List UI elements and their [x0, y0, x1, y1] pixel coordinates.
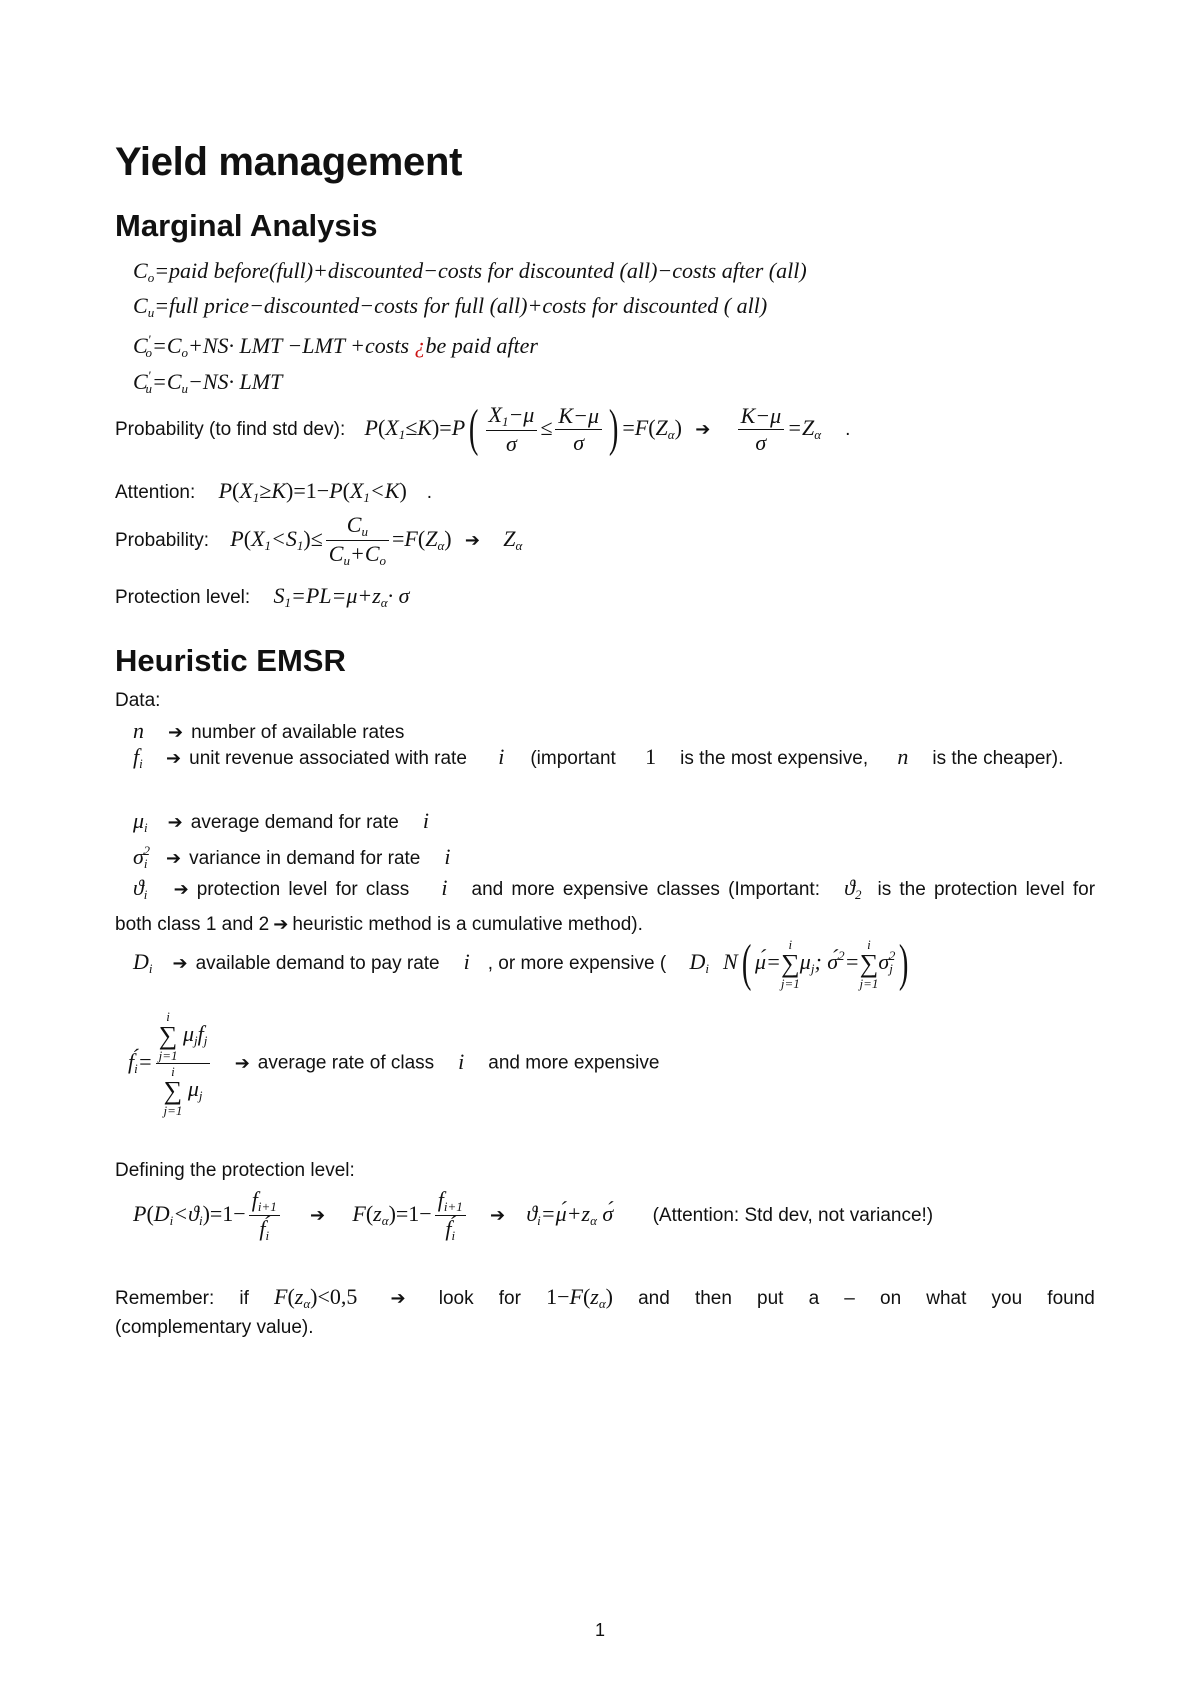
- right-arrow-icon: ➔: [168, 722, 184, 743]
- equation-co-rhs: =paid before(full)+discounted−costs for discounted (all)−costs after (all): [154, 258, 807, 283]
- right-arrow-icon: ➔: [234, 1052, 250, 1074]
- right-arrow-icon: ➔: [310, 1204, 326, 1226]
- right-arrow-icon: ➔: [273, 914, 289, 935]
- equation-cu: $C_u=full$ price−discounted−costs for full (all)+costs for discounted ( all): [133, 293, 768, 320]
- highlight-mark: ¿: [414, 333, 426, 358]
- data-item-theta: $ϑ_i$ ➔ protection level for class i and more expensive classes (Important: $ϑ_2$ is the protection level for both class 1 and 2 ➔ heuristic method is a cumulative method).: [115, 875, 1096, 935]
- data-item-demand: $D_i$ ➔ available demand to pay rate i , or more expensive ( $D_i$ N( μ́= i ∑ j=1 $\mu_j$; σ́$^2$= i ∑ j=1 $\sigma_j^2$): [133, 934, 909, 992]
- right-arrow-icon: ➔: [167, 812, 183, 833]
- right-arrow-icon: ➔: [464, 529, 480, 551]
- page-title: Yield management: [115, 140, 463, 184]
- data-label: Data:: [115, 690, 161, 711]
- probability-std-dev-label: Probability (to find std dev):: [115, 418, 346, 440]
- probability-line: Probability: $P(X_1<S_1)\le$ $\frac{C_u}{C_u+C_o}$ $=F(Z_\alpha)$ ➔ $Z_\alpha$: [115, 512, 523, 569]
- equation-co: $C_o=paid$ before(full)+discounted−costs for discounted (all)−costs after (all): [133, 258, 807, 285]
- defining-protection-level-label: Defining the protection level:: [115, 1160, 355, 1181]
- right-arrow-icon: ➔: [166, 748, 182, 769]
- protection-level-label: Protection level:: [115, 587, 251, 608]
- equation-cu-prime: $C'_u=C_u-NS\cdot$ LMT: [133, 368, 283, 396]
- probability-std-dev-line: Probability (to find std dev): $P(X_1\le K)=P$( $\frac{X_1-\mu}{\sigma}$ ≤ $\frac{K-\mu}{\sigma}$ ) $=F(Z_\alpha)$ ➔ $\frac{K-\mu}{\sigma}$ $=Z_\alpha$ .: [115, 400, 851, 458]
- right-arrow-icon: ➔: [165, 848, 182, 869]
- attention-note: (Attention: Std dev, not variance!): [652, 1204, 934, 1226]
- data-item-n: n ➔ number of available rates: [133, 718, 405, 743]
- remember-line-continued: (complementary value).: [115, 1317, 314, 1338]
- section-heading-heuristic-emsr: Heuristic EMSR: [115, 643, 346, 678]
- right-arrow-icon: ➔: [490, 1204, 506, 1226]
- attention-label: Attention:: [115, 482, 196, 503]
- right-arrow-icon: ➔: [172, 953, 188, 975]
- equation-cu-rhs: =full price−discounted−costs for full (all)+costs for discounted ( all): [154, 293, 768, 318]
- section-heading-marginal-analysis: Marginal Analysis: [115, 208, 378, 243]
- equation-average-rate: $f́_i=$ i ∑ j=1 $\mu_jf_j$ i ∑ j=1 $\mu_j$ ➔ average rate of class i and more expensive: [128, 1009, 660, 1118]
- right-arrow-icon: ➔: [390, 1288, 406, 1309]
- protection-level-line: Protection level: $S_1=PL=\mu+z_\alpha\cdot \sigma$: [115, 583, 410, 610]
- data-item-mu: $\mu_i$ ➔ average demand for rate i: [133, 808, 429, 835]
- data-item-f: $f_i$ ➔ unit revenue associated with rate i (important 1 is the most expensive, n is the cheaper).: [133, 744, 1064, 771]
- equation-co-prime: $C'_o=C_o+NS\cdot$ LMT −LMT +costs ¿be paid after: [133, 332, 538, 360]
- remember-line: Remember: if $F(z_\alpha)<0,5$ ➔ look for $1-F(z_\alpha)$ and then put a – on what you found: [115, 1282, 1095, 1319]
- equation-protection-level-chain: $P(D_i<ϑ_i)=1-$ $\frac{f_{i+1}}{f́_i}$ ➔ $F(z_\alpha)=1-$ $\frac{f_{i+1}}{f́_i}$ ➔ $ϑ_i=\mú+z_\alpha$ σ́ (Attention: Std dev, not variance!): [133, 1187, 934, 1244]
- page-number: 1: [594, 1620, 605, 1640]
- attention-line: Attention: $P(X_1\ge K)=1-P(X_1<K)$ .: [115, 478, 433, 505]
- right-arrow-icon: ➔: [173, 879, 189, 900]
- data-item-variance: $\sigma_i^2$ ➔ variance in demand for rate i: [133, 843, 451, 871]
- probability-label: Probability:: [115, 529, 209, 551]
- right-arrow-icon: ➔: [695, 418, 711, 440]
